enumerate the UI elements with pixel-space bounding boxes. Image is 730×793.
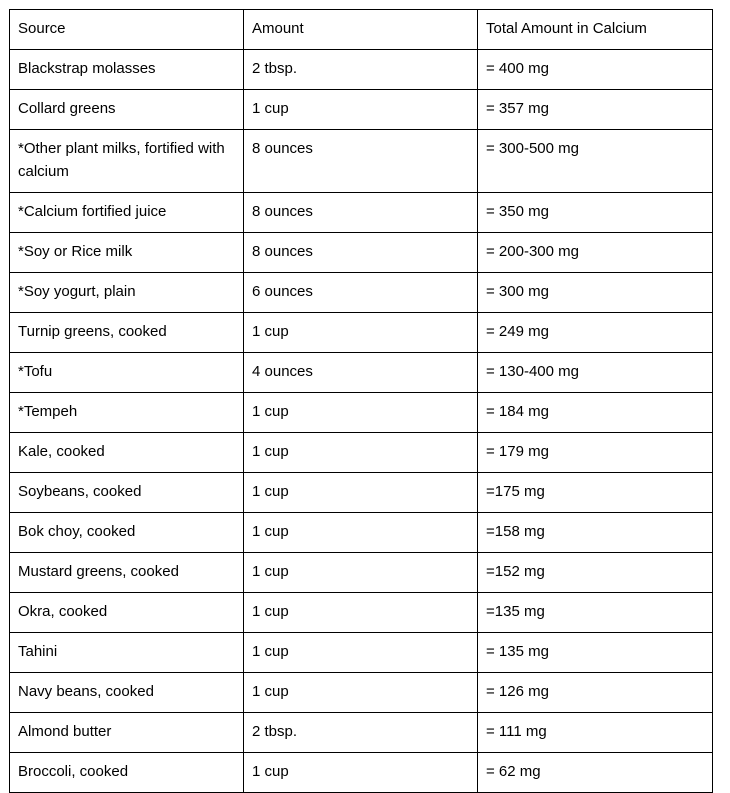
table-body bbox=[10, 10, 713, 793]
calcium-cell: = 300-500 mg bbox=[478, 130, 713, 193]
calcium-cell: = 184 mg bbox=[478, 393, 713, 433]
table-row bbox=[10, 433, 713, 473]
amount-cell: 1 cup bbox=[244, 313, 478, 353]
table-header-row bbox=[10, 10, 713, 50]
table-row bbox=[10, 513, 713, 553]
source-cell: Mustard greens, cooked bbox=[10, 553, 244, 593]
calcium-cell: = 62 mg bbox=[478, 753, 713, 793]
amount-cell: 1 cup bbox=[244, 673, 478, 713]
amount-cell: 4 ounces bbox=[244, 353, 478, 393]
header-total-calcium: Total Amount in Calcium bbox=[478, 10, 713, 50]
source-cell: Turnip greens, cooked bbox=[10, 313, 244, 353]
source-cell: Navy beans, cooked bbox=[10, 673, 244, 713]
amount-cell: 6 ounces bbox=[244, 273, 478, 313]
source-cell: Broccoli, cooked bbox=[10, 753, 244, 793]
amount-cell: 1 cup bbox=[244, 433, 478, 473]
table-row bbox=[10, 393, 713, 433]
source-cell: *Soy or Rice milk bbox=[10, 233, 244, 273]
table-row bbox=[10, 673, 713, 713]
calcium-cell: = 300 mg bbox=[478, 273, 713, 313]
amount-cell: 1 cup bbox=[244, 553, 478, 593]
amount-cell: 1 cup bbox=[244, 90, 478, 130]
amount-cell: 1 cup bbox=[244, 753, 478, 793]
table-row bbox=[10, 353, 713, 393]
source-cell: *Tofu bbox=[10, 353, 244, 393]
table-row bbox=[10, 130, 713, 193]
calcium-cell: = 350 mg bbox=[478, 193, 713, 233]
header-amount: Amount bbox=[244, 10, 478, 50]
table-row bbox=[10, 633, 713, 673]
amount-cell: 8 ounces bbox=[244, 130, 478, 193]
table-row bbox=[10, 593, 713, 633]
amount-cell: 1 cup bbox=[244, 393, 478, 433]
table-row bbox=[10, 313, 713, 353]
amount-cell: 1 cup bbox=[244, 593, 478, 633]
source-cell: Tahini bbox=[10, 633, 244, 673]
amount-cell: 8 ounces bbox=[244, 193, 478, 233]
header-source: Source bbox=[10, 10, 244, 50]
amount-cell: 1 cup bbox=[244, 513, 478, 553]
calcium-cell: = 130-400 mg bbox=[478, 353, 713, 393]
amount-cell: 8 ounces bbox=[244, 233, 478, 273]
source-cell: Kale, cooked bbox=[10, 433, 244, 473]
source-cell: *Soy yogurt, plain bbox=[10, 273, 244, 313]
table-row bbox=[10, 753, 713, 793]
source-cell: *Other plant milks, fortified with calcium bbox=[10, 130, 244, 193]
calcium-cell: =175 mg bbox=[478, 473, 713, 513]
calcium-cell: =152 mg bbox=[478, 553, 713, 593]
calcium-cell: = 126 mg bbox=[478, 673, 713, 713]
calcium-cell: = 135 mg bbox=[478, 633, 713, 673]
amount-cell: 1 cup bbox=[244, 473, 478, 513]
calcium-sources-table bbox=[9, 9, 713, 793]
amount-cell: 2 tbsp. bbox=[244, 713, 478, 753]
table-row bbox=[10, 193, 713, 233]
source-cell: Blackstrap molasses bbox=[10, 50, 244, 90]
source-cell: Bok choy, cooked bbox=[10, 513, 244, 553]
table-row bbox=[10, 90, 713, 130]
table-row bbox=[10, 713, 713, 753]
table-row bbox=[10, 473, 713, 513]
calcium-cell: = 357 mg bbox=[478, 90, 713, 130]
table-row bbox=[10, 50, 713, 90]
calcium-cell: = 200-300 mg bbox=[478, 233, 713, 273]
table-row bbox=[10, 273, 713, 313]
calcium-cell: = 179 mg bbox=[478, 433, 713, 473]
source-cell: Okra, cooked bbox=[10, 593, 244, 633]
source-cell: Soybeans, cooked bbox=[10, 473, 244, 513]
amount-cell: 1 cup bbox=[244, 633, 478, 673]
table-row bbox=[10, 233, 713, 273]
source-cell: *Tempeh bbox=[10, 393, 244, 433]
source-cell: Collard greens bbox=[10, 90, 244, 130]
calcium-cell: =135 mg bbox=[478, 593, 713, 633]
calcium-cell: = 111 mg bbox=[478, 713, 713, 753]
calcium-cell: =158 mg bbox=[478, 513, 713, 553]
calcium-cell: = 249 mg bbox=[478, 313, 713, 353]
source-cell: Almond butter bbox=[10, 713, 244, 753]
table-row bbox=[10, 553, 713, 593]
calcium-cell: = 400 mg bbox=[478, 50, 713, 90]
source-cell: *Calcium fortified juice bbox=[10, 193, 244, 233]
amount-cell: 2 tbsp. bbox=[244, 50, 478, 90]
